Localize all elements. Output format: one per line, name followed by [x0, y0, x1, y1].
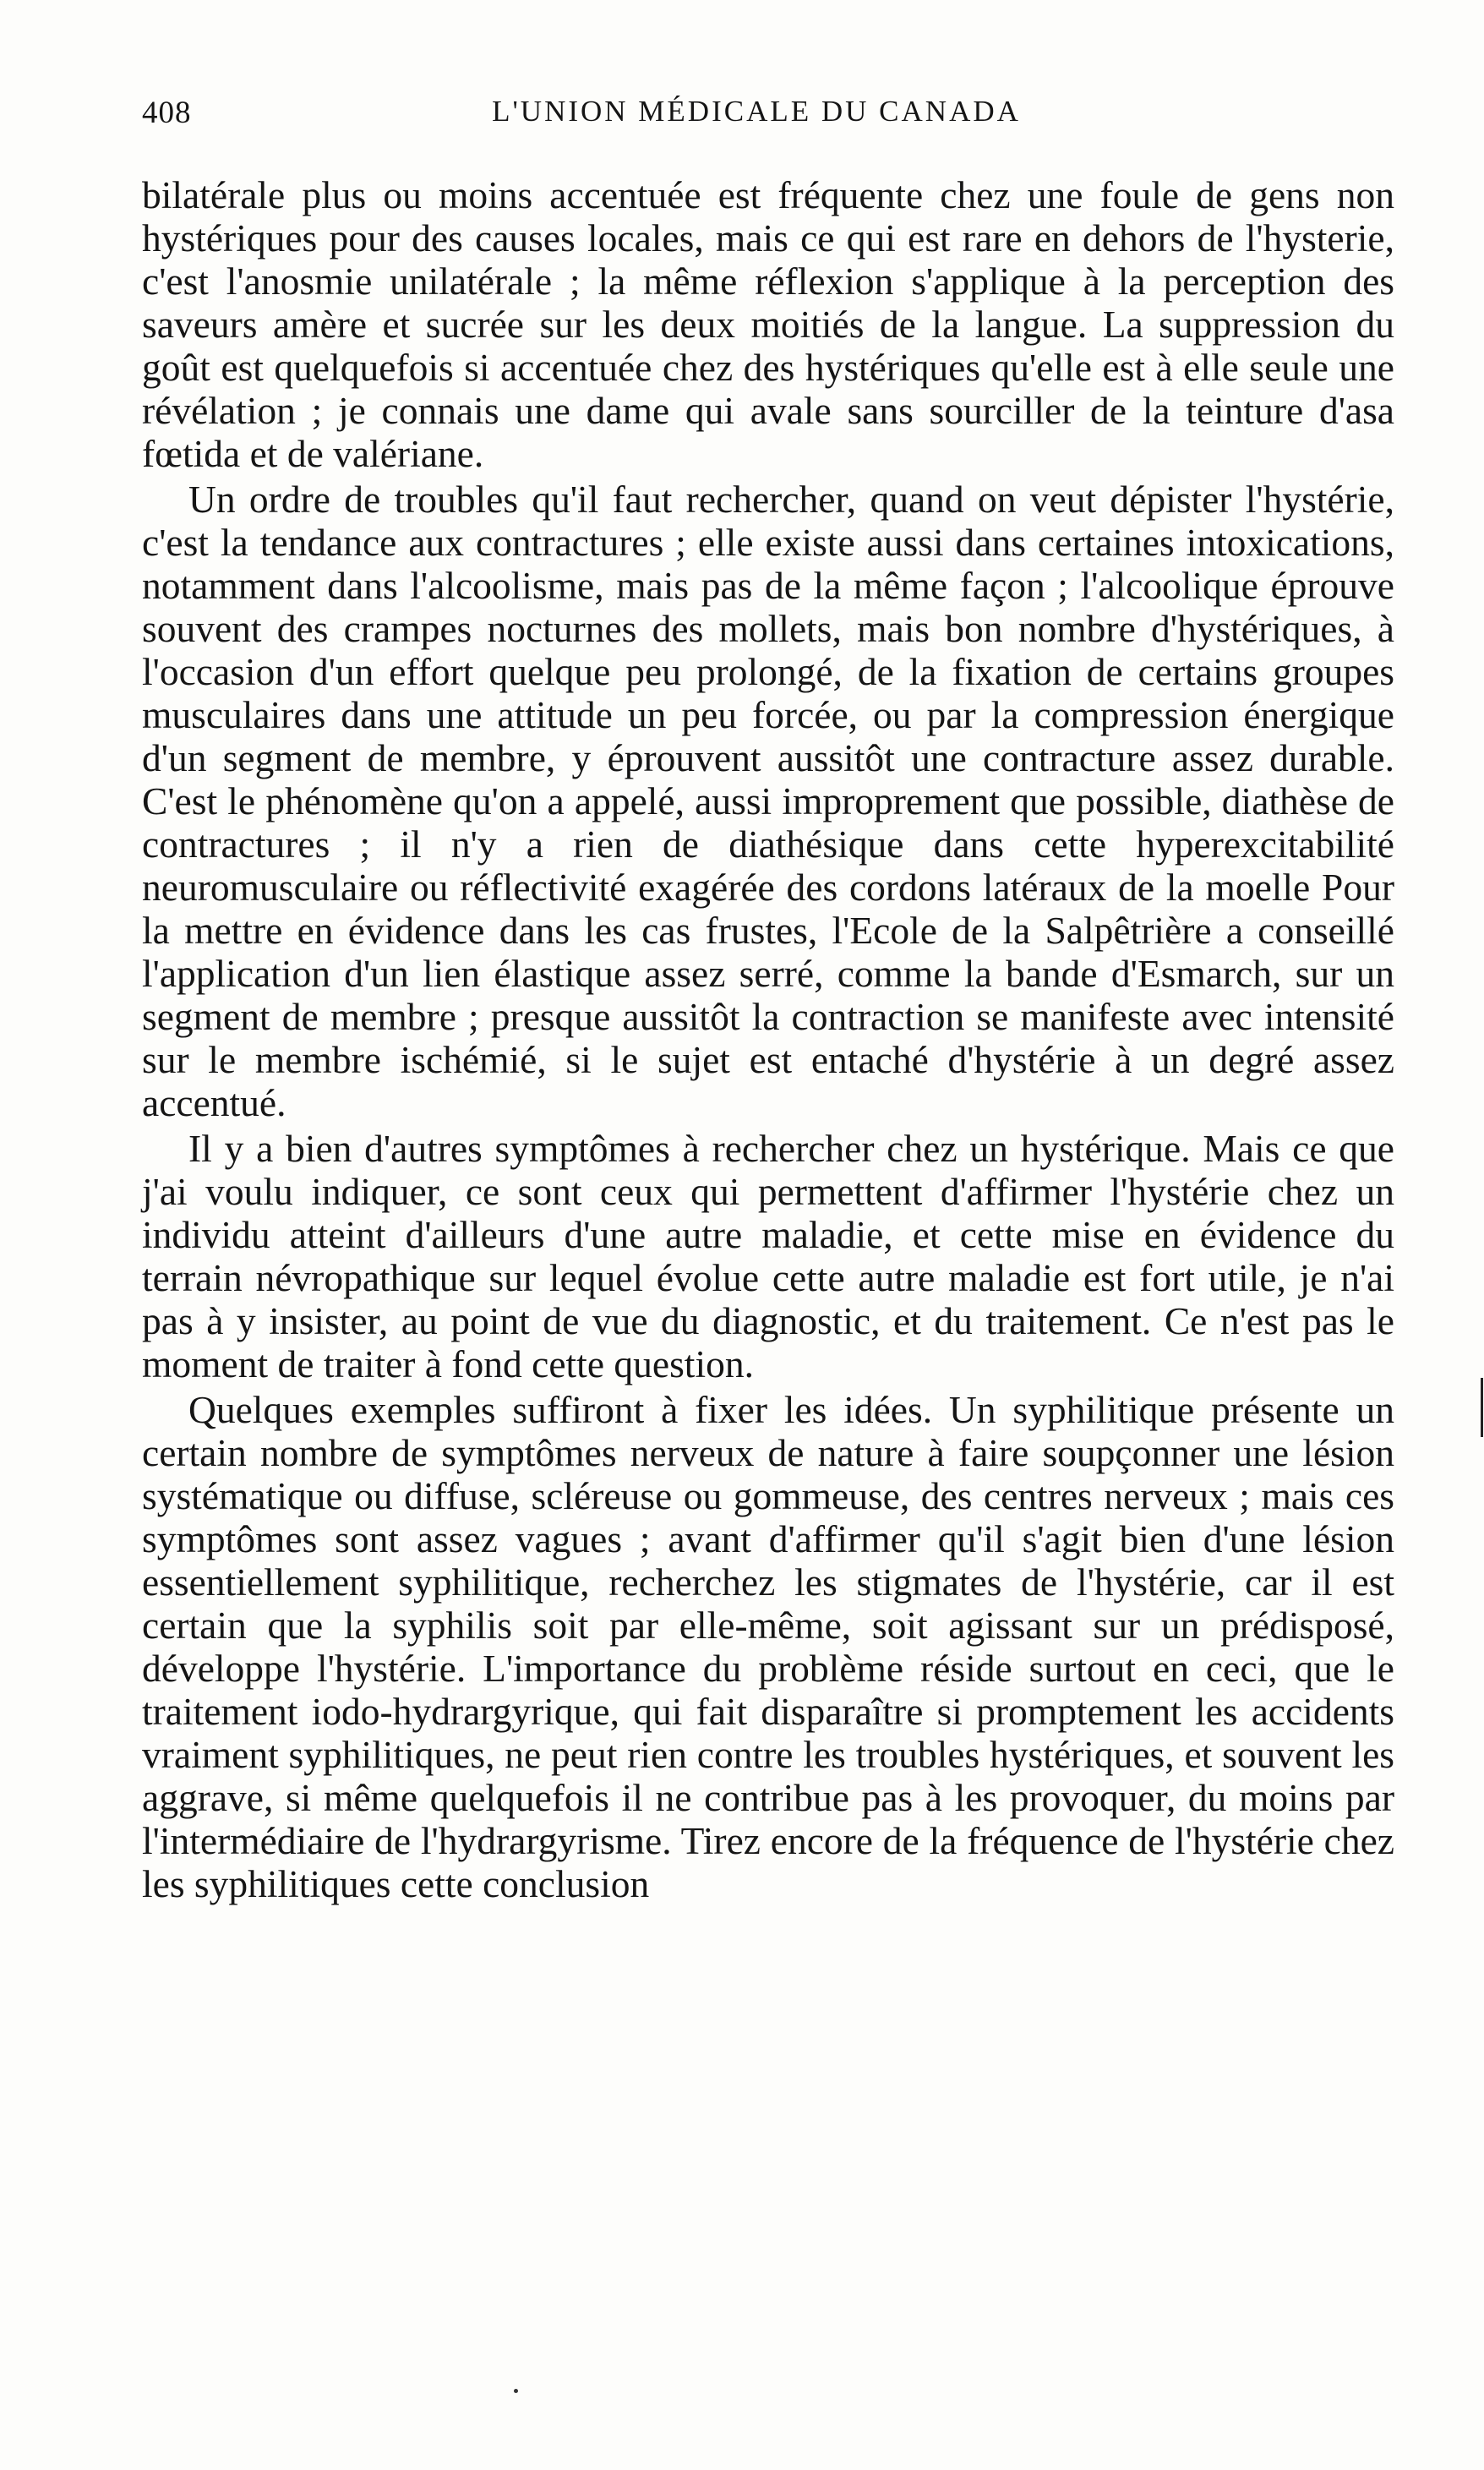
- body-text: [142, 173, 1394, 1905]
- gutter-rule: [1481, 1378, 1483, 1437]
- paragraph-4: Quelques exemples suffiront à fixer les idées. Un syphilitique présente un certain nombre de symptômes nerveux de nature à faire soupçonner une lésion systématique ou diffuse, scléreuse ou gommeuse, des centres nerveux ; mais ces symptômes sont assez vagues ; avant d'affirmer qu'il s'agit bien d'une lésion essentiellement syphilitique, recherchez les stigmates de l'hystérie, car il est certain que la syphilis soit par elle-même, soit agissant sur un prédisposé, développe l'hystérie. L'importance du problème réside surtout en ceci, que le traitement iodo-hydrargyrique, qui fait disparaître si promptement les accidents vraiment syphilitiques, ne peut rien contre les troubles hystériques, et souvent les aggrave, si même quelquefois il ne contribue pas à les provoquer, du moins par l'intermédiaire de l'hydrargyrisme. Tirez encore de la fréquence de l'hystérie chez les syphilitiques cette conclusion: [142, 1388, 1394, 1905]
- paragraph-3: Il y a bien d'autres symptômes à rechercher chez un hystérique. Mais ce que j'ai voulu indiquer, ce sont ceux qui permettent d'affirmer l'hystérie chez un individu atteint d'ailleurs d'une autre maladie, et cette mise en évidence du terrain névropathique sur lequel évolue cette autre maladie est fort utile, je n'ai pas à y insister, au point de vue du diagnostic, et du traitement. Ce n'est pas le moment de traiter à fond cette question.: [142, 1127, 1394, 1385]
- ink-speck: [514, 2389, 518, 2393]
- paragraph-1: bilatérale plus ou moins accentuée est fréquente chez une foule de gens non hystériques pour des causes locales, mais ce qui est rare en dehors de l'hysterie, c'est l'anosmie unilatérale ; la même réflexion s'applique à la perception des saveurs amère et sucrée sur les deux moitiés de la langue. La suppression du goût est quelquefois si accentuée chez des hystériques qu'elle est à elle seule une révélation ; je connais une dame qui avale sans sourciller de la teinture d'asa fœtida et de valériane.: [142, 173, 1394, 475]
- paragraph-2: Un ordre de troubles qu'il faut rechercher, quand on veut dépister l'hystérie, c'est la tendance aux contractures ; elle existe aussi dans certaines intoxications, notamment dans l'alcoolisme, mais pas de la même façon ; l'alcoolique éprouve souvent des crampes nocturnes des mollets, mais bon nombre d'hystériques, à l'occasion d'un effort quelque peu prolongé, de la fixation de certains groupes musculaires dans une attitude un peu forcée, ou par la compression énergique d'un segment de membre, y éprouvent aussitôt une contracture assez durable. C'est le phénomène qu'on a appelé, aussi improprement que possible, diathèse de contractures ; il n'y a rien de diathésique dans cette hyperexcitabilité neuromusculaire ou réflectivité exagérée des cordons latéraux de la moelle Pour la mettre en évidence dans les cas frustes, l'Ecole de la Salpêtrière a conseillé l'application d'un lien élastique assez serré, comme la bande d'Esmarch, sur un segment de membre ; presque aussitôt la contraction se manifeste avec intensité sur le membre ischémié, si le sujet est entaché d'hystérie à un degré assez accentué.: [142, 478, 1394, 1124]
- page-number: 408: [142, 96, 192, 130]
- running-head: [135, 95, 1378, 137]
- journal-title: L'UNION MÉDICALE DU CANADA: [492, 95, 1021, 128]
